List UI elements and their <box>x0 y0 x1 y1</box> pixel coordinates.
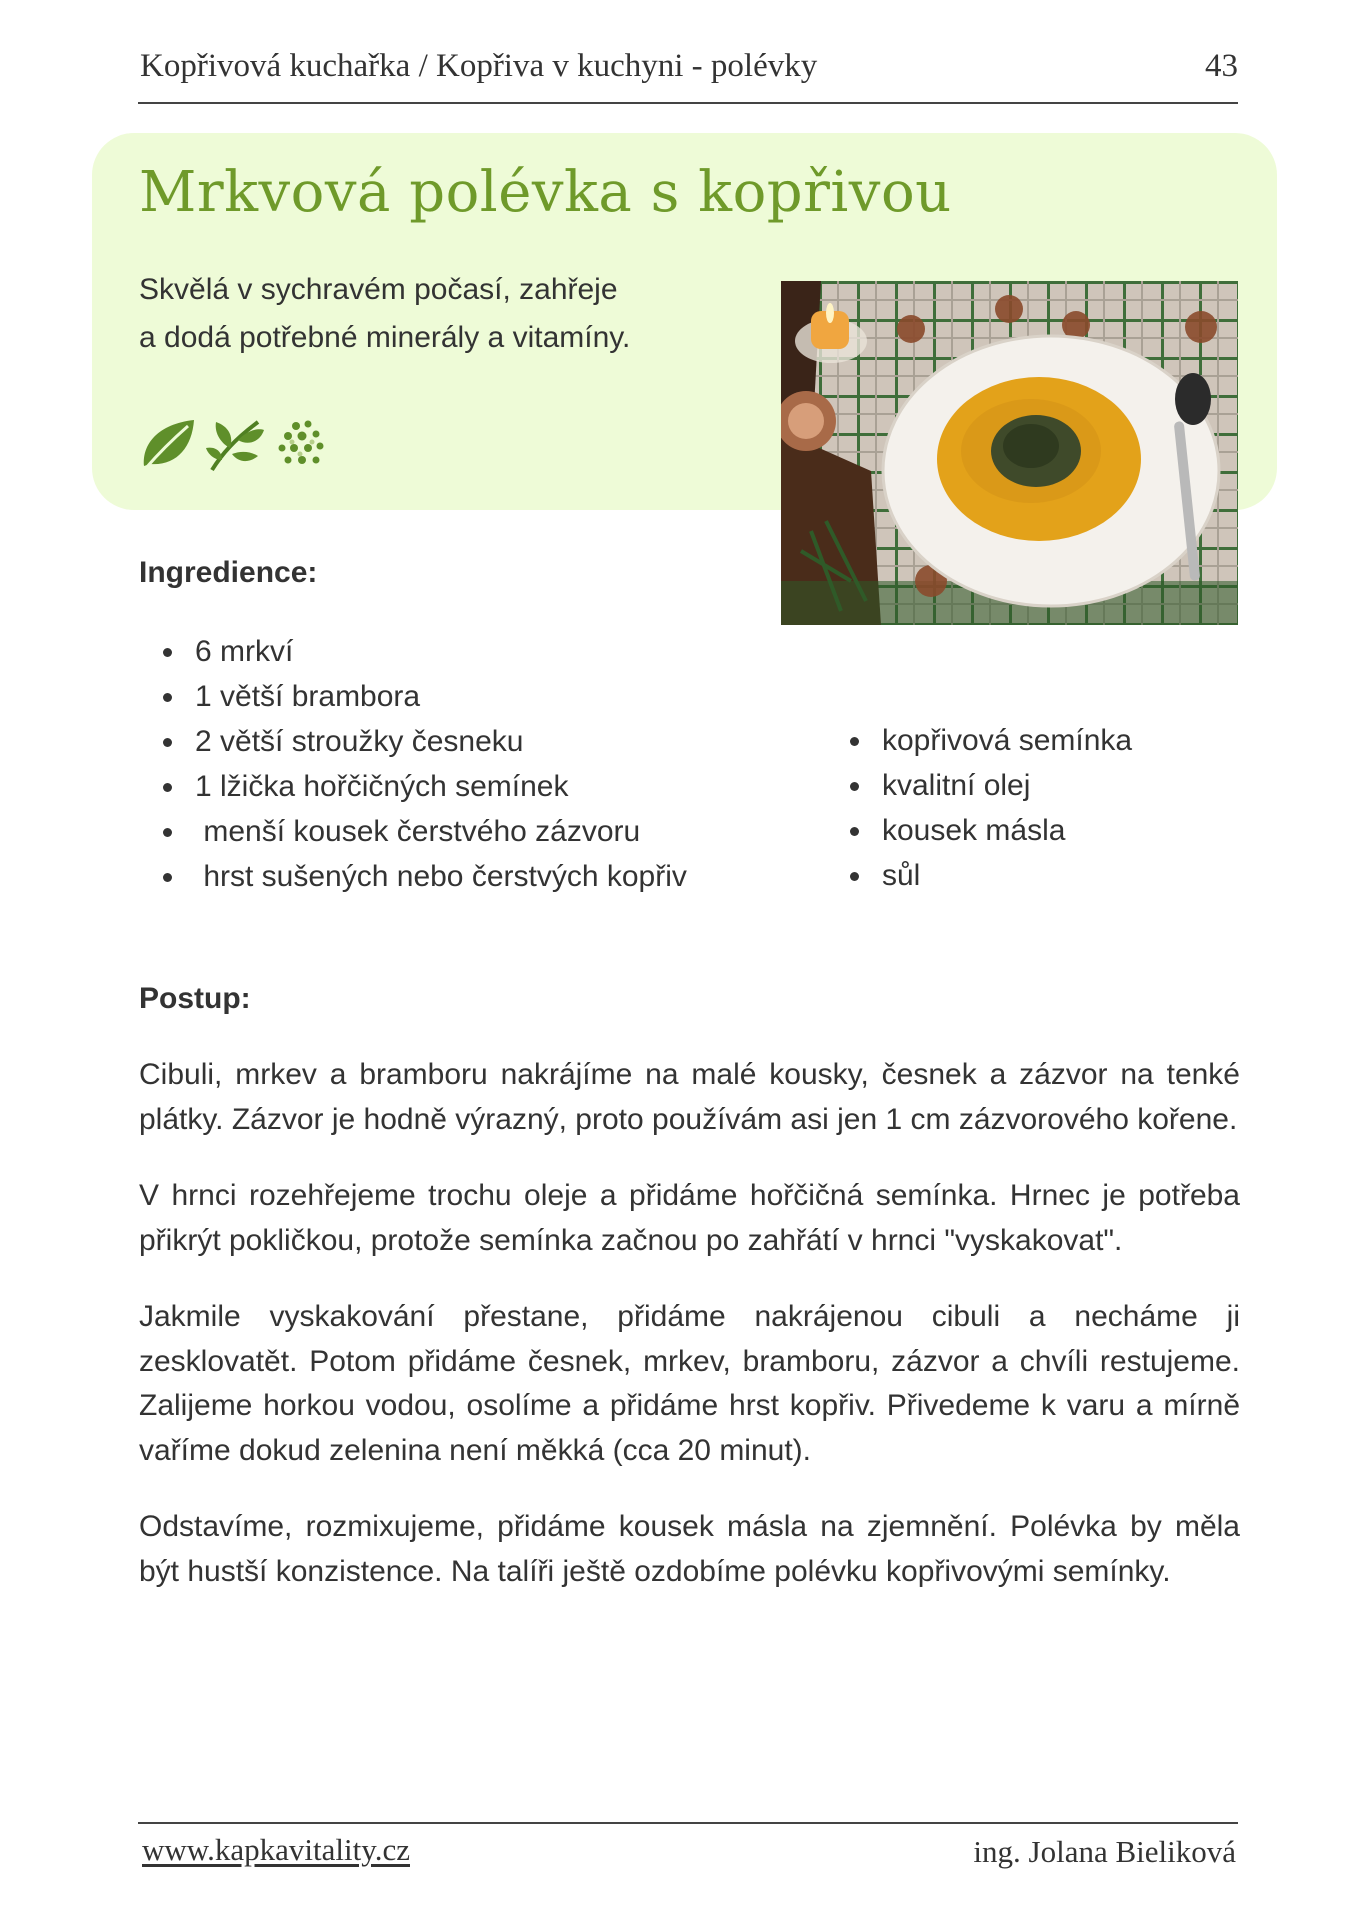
leaf-icon <box>138 414 200 474</box>
list-item: kopřivová semínka <box>826 718 1132 763</box>
list-item: 1 lžička hořčičných semínek <box>139 764 687 809</box>
intro-line: a dodá potřebné minerály a vitamíny. <box>139 321 631 354</box>
nettle-sprig-icon <box>204 414 266 474</box>
ingredients-list-left <box>139 629 687 899</box>
list-item: 6 mrkví <box>139 629 687 674</box>
intro-line: Skvělá v sychravém počasí, zahřeje <box>139 273 618 306</box>
procedure-paragraph: Jakmile vyskakování přestane, přidáme nakrájenou cibuli a necháme ji zesklovatět. Potom přidáme česnek, mrkev, bramboru, zázvor a chvíli restujeme. Zalijeme horkou vodou, osolíme a přidáme hrst kopřiv. Přivedeme k varu a mírně vaříme dokud zelenina není měkká (cca 20 minut). <box>139 1300 1240 1467</box>
page-header <box>138 44 1238 104</box>
seeds-icon <box>272 414 334 474</box>
page-number: 43 <box>1205 48 1238 84</box>
ingredients-heading: Ingredience: <box>139 556 318 589</box>
list-item: 2 větší stroužky česneku <box>139 719 687 764</box>
list-item: sůl <box>826 853 1132 898</box>
list-item: kvalitní olej <box>826 763 1132 808</box>
page-footer <box>138 1822 1238 1869</box>
list-item: 1 větší brambora <box>139 674 687 719</box>
soup-photo <box>781 281 1238 625</box>
recipe-intro <box>139 266 739 362</box>
breadcrumb: Kopřivová kuchařka / Kopřiva v kuchyni - polévky <box>140 48 818 84</box>
procedure-paragraph: Odstavíme, rozmixujeme, přidáme kousek másla na zjemnění. Polévka by měla být hustší konzistence. Na talíři ještě ozdobíme polévku kopřivovými semínky. <box>139 1510 1240 1588</box>
website-link[interactable]: www.kapkavitality.cz <box>142 1832 410 1867</box>
procedure-paragraph: Cibuli, mrkev a bramboru nakrájíme na malé kousky, česnek a zázvor na tenké plátky. Zázvor je hodně výrazný, proto používám asi jen 1 cm zázvorového kořene. <box>139 1058 1240 1136</box>
recipe-title: Mrkvová polévka s kopřivou <box>139 160 952 225</box>
author-name: ing. Jolana Bieliková <box>973 1834 1236 1869</box>
list-item: menší kousek čerstvého zázvoru <box>139 809 687 854</box>
procedure-text <box>139 1053 1240 1626</box>
list-item: hrst sušených nebo čerstvých kopřiv <box>139 854 687 899</box>
ingredients-list-right <box>826 718 1132 898</box>
procedure-heading: Postup: <box>139 982 251 1015</box>
list-item: kousek másla <box>826 808 1132 853</box>
procedure-paragraph: V hrnci rozehřejeme trochu oleje a přidáme hořčičná semínka. Hrnec je potřeba přikrýt pokličkou, protože semínka začnou po zahřátí v hrnci "vyskakovat". <box>139 1179 1240 1257</box>
